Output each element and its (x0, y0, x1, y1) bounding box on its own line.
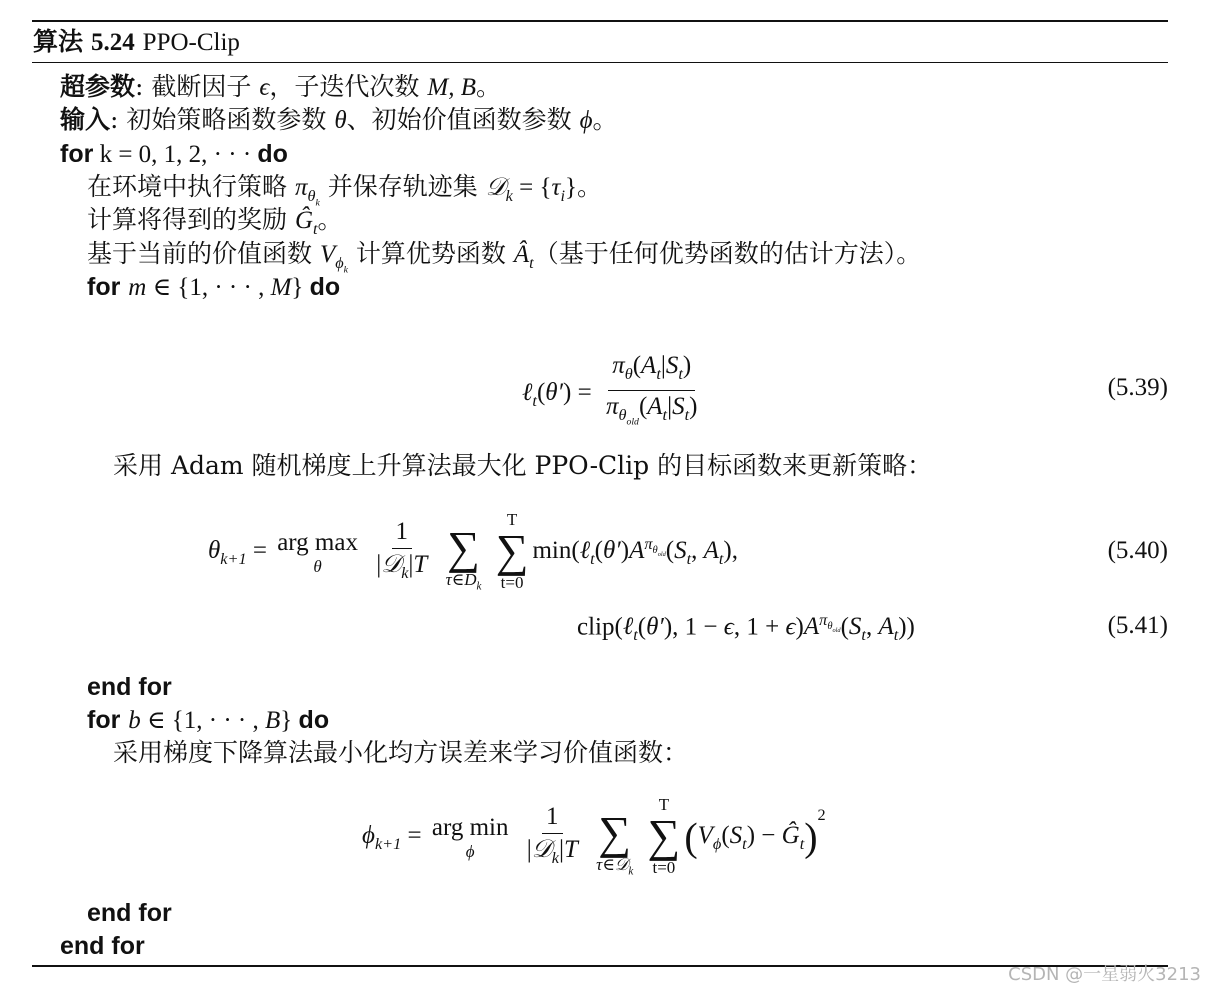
algorithm-title: PPO-Clip (142, 29, 240, 56)
trajectory-set: 𝒟$_k$ (485, 174, 513, 205)
execute-policy-line: 在环境中执行策略 $\pi_{\theta_k}$ 并保存轨迹集 𝒟$_k$ = $\{\tau_i\}$。 (87, 172, 602, 209)
equation-5-39: ℓ$_t$(θ′) = $\frac{\pi_\theta(A_t|S_t)}{\pi_{\theta_{old}}(A_t|S_t)}$ (522, 352, 705, 436)
bottom-rule (32, 965, 1168, 967)
algorithm-number: 5.24 (90, 29, 135, 56)
argmax-operator: arg max θ (277, 529, 358, 577)
reward-text: 计算将得到的奖励 (87, 205, 295, 234)
theta-symbol: θ (334, 107, 347, 134)
gradient-descent-line (113, 738, 688, 768)
argmin-operator: arg min ϕ (431, 814, 509, 862)
for-m-line: for m ∈ {1, · · · , M} do (87, 273, 341, 301)
normalizer-fraction-2: $\frac{1}{|𝒟_k|T}$ (526, 802, 578, 867)
gd-text: 采用梯度下降算法最小化均方误差来学习价值函数： (113, 738, 689, 767)
hyperparameters-line: 超参数: 截断因子 ϵ，子迭代次数 M, B。 (60, 72, 501, 101)
input-key: 输入 (60, 106, 111, 134)
for-k-range: k = 0, 1, 2, · · · (93, 141, 258, 168)
g-hat-t: $Ĝ_t$ (294, 207, 318, 238)
pi-theta-k: $\pi_{\theta_k}$ (294, 174, 320, 209)
end-for-outer: end for (60, 932, 145, 960)
ratio-fraction: $\frac{\pi_\theta(A_t|S_t)}{\pi_{\theta_{old}}(A_t|S_t)}$ (605, 352, 698, 428)
for-keyword: for (60, 140, 94, 168)
do-keyword: do (257, 140, 288, 168)
sum-over-trajectories-2: ∑ τ∈𝒟$_k$ (596, 807, 634, 878)
equation-5-41: clip(ℓ$_t$(θ′), 1 − ϵ, $1 + \epsilon)A^{\pi_{\theta_{old}}}(S_t$, $A_t$)) (577, 611, 915, 645)
hyperparameters-text: : 截断因子 (135, 72, 260, 101)
sum-over-trajectories: ∑ $\tau\in D_k$ (445, 522, 482, 593)
a-hat-t: $Â_t$ (513, 241, 534, 272)
for-b-line: for b ∈ {1, · · · , B} do (87, 706, 330, 734)
do-keyword-inner: do (309, 273, 341, 301)
hyperparameters-rest: ，子迭代次数 (269, 72, 428, 101)
adam-text: 采用 Adam 随机梯度上升算法最大化 PPO-Clip 的目标函数来更新策略： (113, 451, 933, 480)
csdn-watermark: CSDN @一星弱火3213 (1008, 964, 1201, 985)
equation-number-5-40: (5.40) (1107, 537, 1168, 564)
equation-number-5-39: (5.39) (1107, 374, 1168, 401)
execute-text: 在环境中执行策略 (87, 172, 295, 201)
top-rule (32, 20, 1168, 22)
for-keyword-inner: for (87, 273, 121, 301)
algorithm-label: 算法 (33, 28, 84, 56)
end-for-inner: end for (87, 673, 172, 701)
equation-number-5-41: (5.41) (1107, 612, 1168, 639)
reward-line: 计算将得到的奖励 $Ĝ_t$。 (87, 205, 343, 238)
input-line: 输入: 初始策略函数参数 θ、初始价值函数参数 ϕ。 (60, 105, 618, 134)
v-phi-k: $V_{\phi_k}$ (319, 241, 348, 276)
input-text: : 初始策略函数参数 (110, 105, 335, 134)
sum-over-time-2: T ∑ t=0 (647, 795, 681, 878)
sum-over-time: T ∑ t=0 (495, 510, 529, 593)
epsilon-symbol: ϵ (259, 74, 270, 101)
advantage-mid: 计算优势函数 (347, 239, 514, 268)
advantage-text: 基于当前的价值函数 (87, 239, 320, 268)
for-keyword-b: for (87, 706, 121, 734)
m-b-symbols: M, B (427, 74, 476, 101)
input-mid: 、初始价值函数参数 (346, 105, 580, 134)
execute-mid: 并保存轨迹集 (319, 172, 486, 201)
adam-update-line (113, 451, 932, 481)
header-rule (32, 62, 1168, 63)
normalizer-fraction: $\frac{1}{|𝒟_k|T}$ (376, 517, 428, 582)
hyperparameters-key: 超参数 (60, 73, 136, 101)
equation-5-40: $\theta_{k+1}$ = arg max θ $\frac{1}{|𝒟_k|T}$ ∑ $\tau\in D_k$ T ∑ t=0 $\min(\ell_t(\theta')A^{\pi_{\theta_{old}}}(S_t$, $A_t$), (208, 508, 738, 596)
value-function-equation: $\phi_{k+1}$ = arg min ϕ $\frac{1}{|𝒟_k|T}$ ∑ τ∈𝒟$_k$ T ∑ t=0 ($V_\phi(S_t)$ − $Ĝ_t)^2$ (362, 793, 826, 881)
algorithm-header (33, 27, 240, 58)
advantage-tail: （基于任何优势函数的估计方法）。 (533, 239, 922, 268)
for-k-line (60, 139, 288, 170)
end-for-inner-b: end for (87, 899, 172, 927)
phi-symbol: ϕ (579, 107, 593, 134)
do-keyword-b: do (298, 706, 330, 734)
